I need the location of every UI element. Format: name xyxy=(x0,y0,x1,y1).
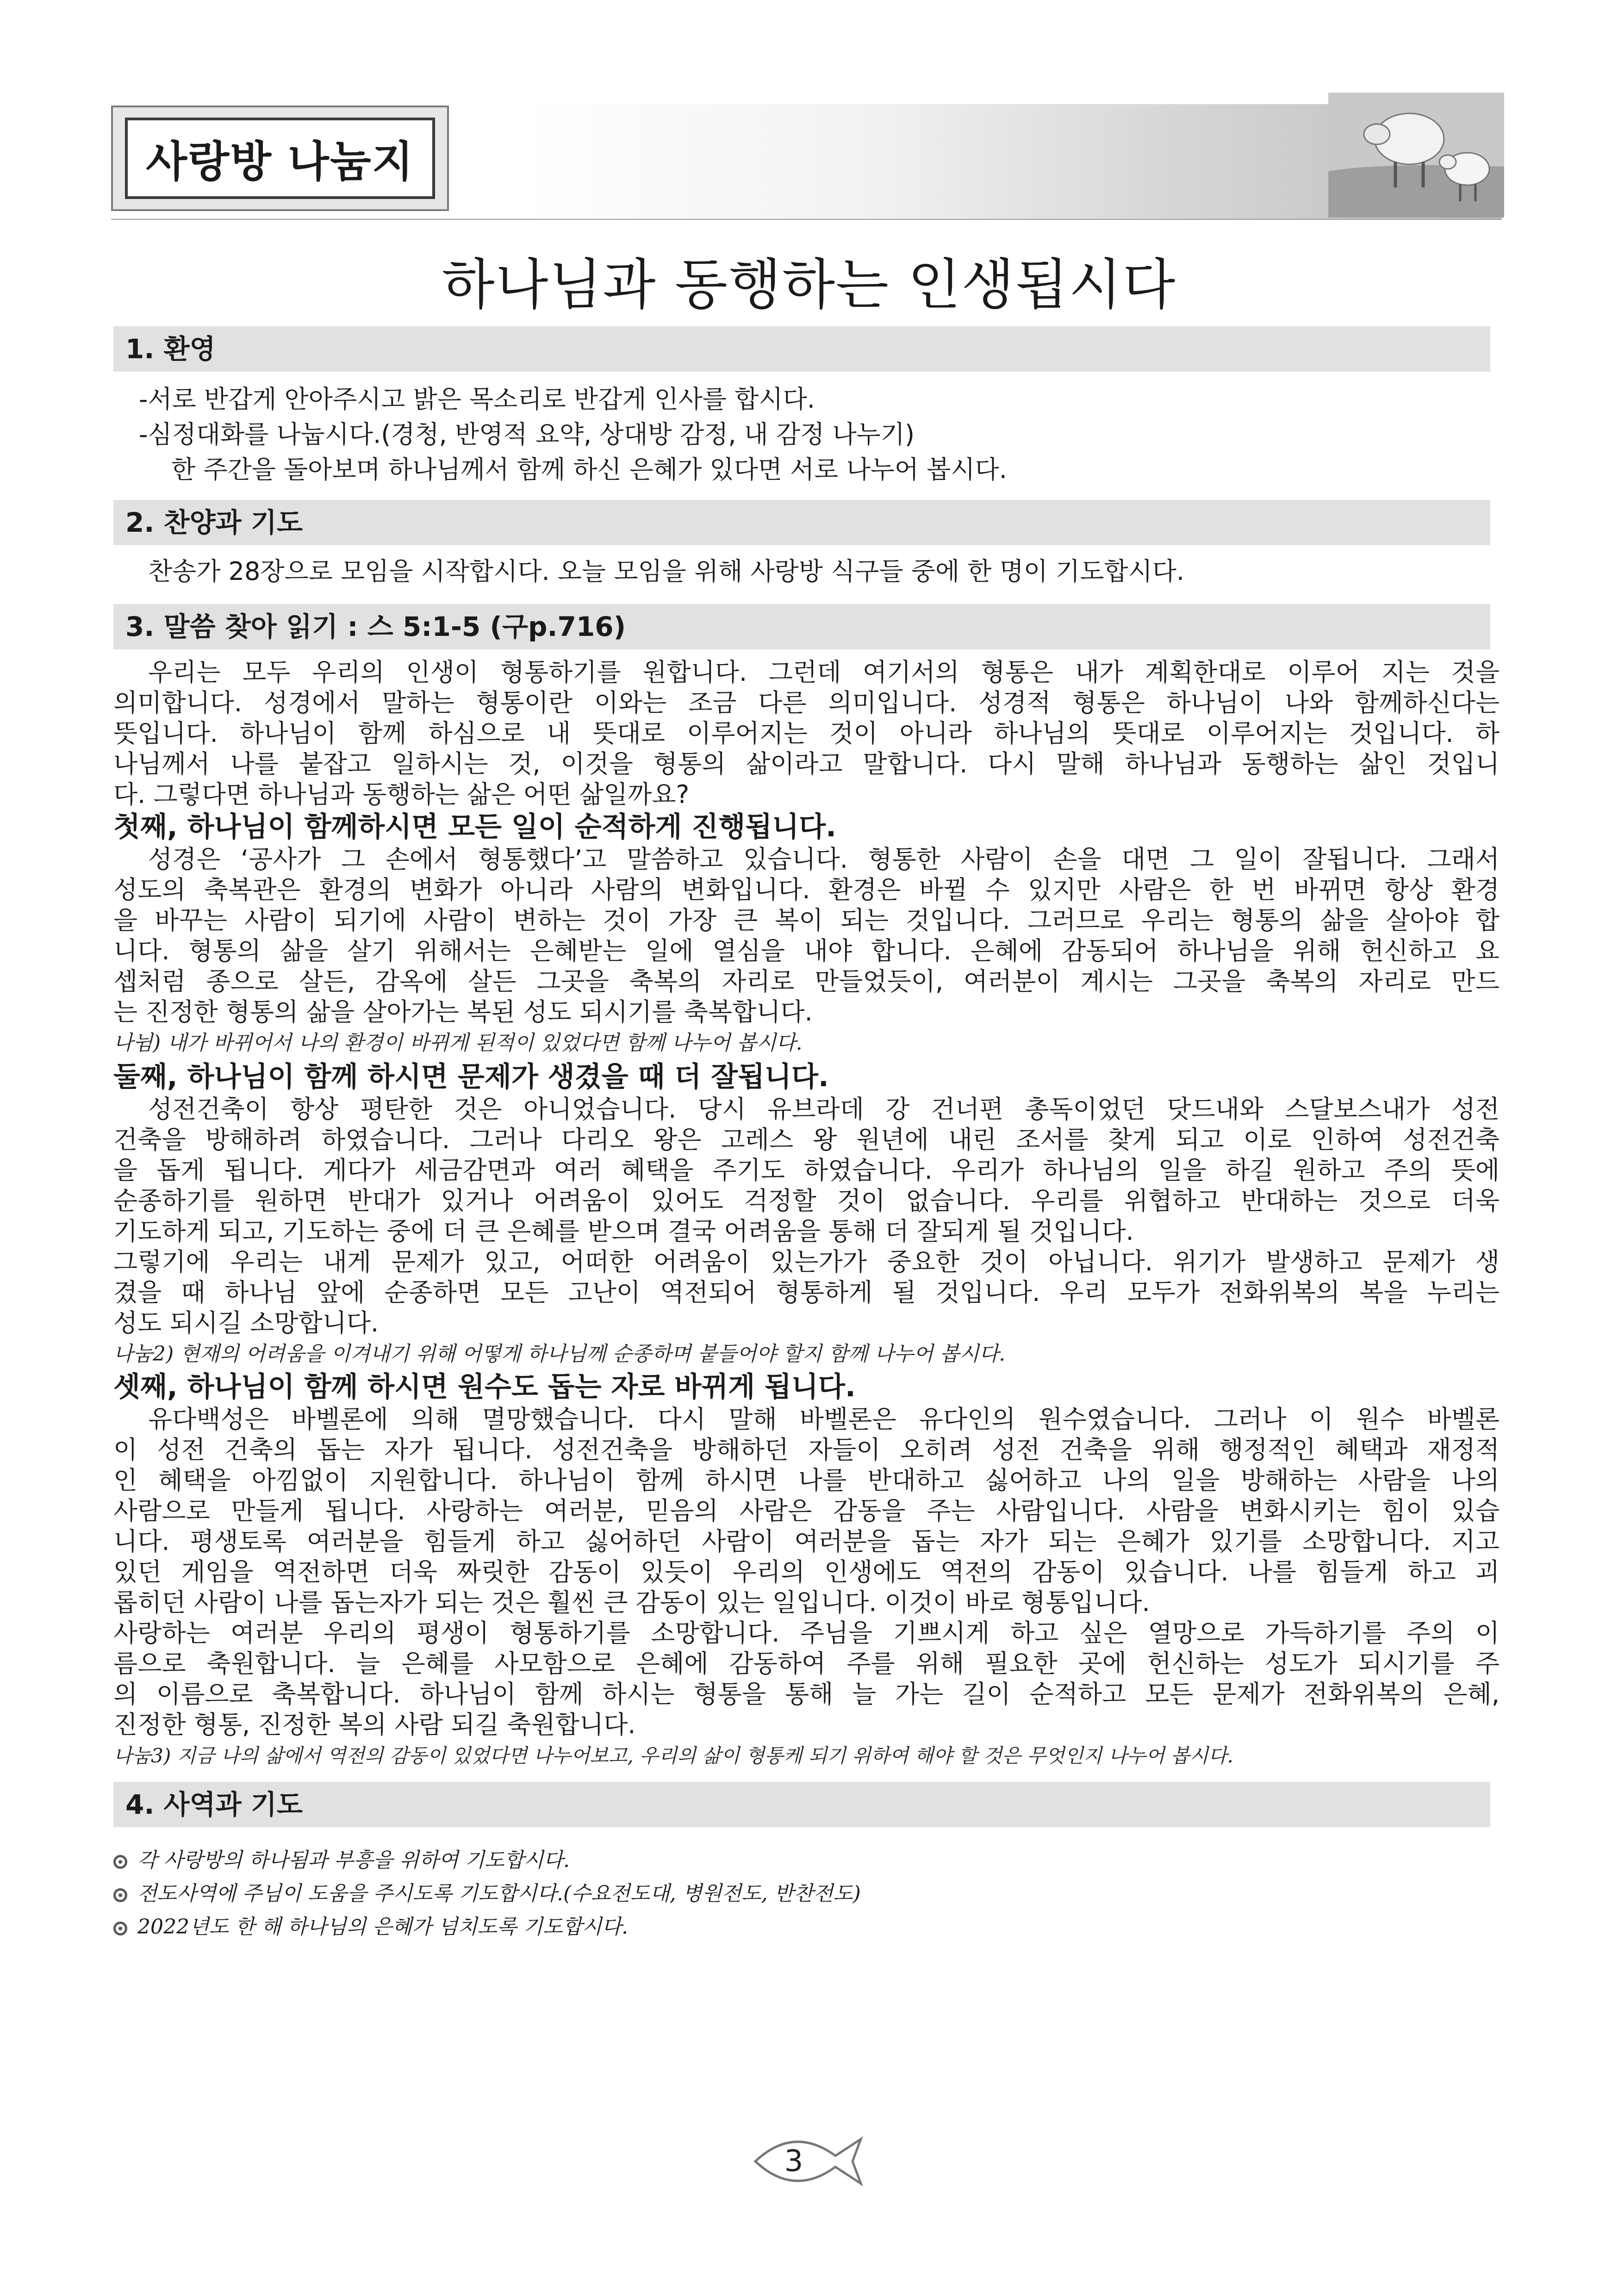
point3-line: 롭히던 사람이 나를 돕는자가 되는 것은 훨씬 큰 감동이 있는 일입니다. 이것이 바로 형통입니다. xyxy=(113,1588,1150,1617)
section-bar-welcome xyxy=(113,326,1490,372)
prayer-item-text: 각 사랑방의 하나됨과 부흥을 위하여 기도합시다. xyxy=(137,1848,570,1872)
reading-intro-line: 의미합니다. 성경에서 말하는 형통이란 이와는 조금 다른 의미입니다. 성경적 형통은 하나님이 나와 함께하신다는 xyxy=(113,688,1500,717)
welcome-line: -심정대화를 나눕시다.(경청, 반영적 요약, 상대방 감정, 내 감정 나누기) xyxy=(139,420,915,449)
reading-intro-line: 뜻입니다. 하나님이 함께 하심으로 내 뜻대로 이루어지는 것이 아니라 하나님의 뜻대로 이루어지는 것입니다. 하 xyxy=(113,719,1500,748)
point3-line: 있던 게임을 역전하면 더욱 짜릿한 감동이 있듯이 우리의 인생에도 역전의 감동이 있습니다. 나를 힘들게 하고 괴 xyxy=(113,1557,1500,1587)
prayer-item-text: 2022년도 한 해 하나님의 은혜가 넘치도록 기도합시다. xyxy=(137,1915,628,1939)
sheep-photo-image xyxy=(1328,93,1504,218)
page-number: 3 xyxy=(784,2144,803,2178)
point2-line: 기도하게 되고, 기도하는 중에 더 큰 은혜를 받으며 결국 어려움을 통해 더 잘되게 될 것입니다. xyxy=(113,1217,1134,1246)
page-number-badge xyxy=(750,2129,870,2194)
bullet-icon xyxy=(113,1922,127,1935)
prayer-item xyxy=(113,1880,861,1908)
prayer-item xyxy=(113,1913,628,1941)
page-title: 하나님과 동행하는 인생됩시다 xyxy=(442,253,1176,317)
section-heading-mission: 4. 사역과 기도 xyxy=(125,1789,303,1820)
point2-line: 성도 되시길 소망합니다. xyxy=(113,1308,379,1338)
section-title: 사랑방 나눔지 xyxy=(146,137,414,187)
section-bar-praise xyxy=(113,500,1490,545)
section-heading-reading: 3. 말씀 찾아 읽기 : 스 5:1-5 (구p.716) xyxy=(125,611,626,642)
point2-heading: 둘째, 하나님이 함께 하시면 문제가 생겼을 때 더 잘됩니다. xyxy=(113,1061,829,1093)
point3-line: 사람으로 만들게 됩니다. 사랑하는 여러분, 믿음의 사람은 감동을 주는 사람입니다. 사람을 변화시키는 힘이 있습 xyxy=(113,1496,1500,1525)
point1-line: 성도의 축복관은 환경의 변화가 아니라 사람의 변화입니다. 환경은 바뀔 수 있지만 사람은 한 번 바뀌면 항상 환경 xyxy=(113,875,1500,904)
point3-line: 의 이름으로 축복합니다. 하나님이 함께 하시는 형통을 통해 늘 가는 길이 순적하고 모든 문제가 전화위복의 은혜, xyxy=(113,1680,1500,1709)
point1-heading: 첫째, 하나님이 함께하시면 모든 일이 순적하게 진행됩니다. xyxy=(113,811,836,843)
point2-line: 성전건축이 항상 평탄한 것은 아니었습니다. 당시 유브라데 강 건너편 총독이었던 닷드내와 스달보스내가 성전 xyxy=(148,1095,1500,1124)
reading-intro-line: 나님께서 나를 붙잡고 일하시는 것, 이것을 형통의 삶이라고 말합니다. 다시 말해 하나님과 동행하는 삶인 것입니 xyxy=(113,749,1500,778)
point1-line: 니다. 형통의 삶을 살기 위해서는 은혜받는 일에 열심을 내야 합니다. 은혜에 감동되어 하나님을 위해 헌신하고 요 xyxy=(113,936,1500,965)
section-bar-reading xyxy=(113,604,1490,649)
point3-line: 름으로 축원합니다. 늘 은혜를 사모함으로 은혜에 감동하여 주를 위해 필요한 곳에 헌신하는 성도가 되시기를 주 xyxy=(113,1649,1500,1678)
point1-sharing-note: 나뉨) 내가 바뀌어서 나의 환경이 바뀌게 된적이 있었다면 함께 나누어 봅시다. xyxy=(113,1031,803,1055)
reading-intro-line: 우리는 모두 우리의 인생이 형통하기를 원합니다. 그런데 여기서의 형통은 내가 계획한대로 이루어 지는 것을 xyxy=(148,658,1500,687)
reading-intro-line: 다. 그렇다면 하나님과 동행하는 삶은 어떤 삶일까요? xyxy=(113,780,690,809)
point3-line: 유다백성은 바벨론에 의해 멸망했습니다. 다시 말해 바벨론은 유다인의 원수였습니다. 그러나 이 원수 바벨론 xyxy=(148,1405,1500,1434)
point2-sharing-note: 나눔2) 현재의 어려움을 이겨내기 위해 어떻게 하나님께 순종하며 붙들어야 할지 함께 나누어 봅시다. xyxy=(113,1342,1006,1366)
section-heading-praise: 2. 찬양과 기도 xyxy=(125,507,303,538)
point3-sharing-note: 나눔3) 지금 나의 삶에서 역전의 감동이 있었다면 나누어보고, 우리의 삶이 형통케 되기 위하여 해야 할 것은 무엇인지 나누어 봅시다. xyxy=(113,1744,1233,1767)
praise-line: 찬송가 28장으로 모임을 시작합시다. 오늘 모임을 위해 사랑방 식구들 중에 한 명이 기도합시다. xyxy=(148,557,1185,586)
point3-line: 이 성전 건축의 돕는 자가 됩니다. 성전건축을 방해하던 자들이 오히려 성전 건축을 위해 행정적인 혜택과 재정적 xyxy=(113,1435,1500,1464)
point2-line: 겼을 때 하나님 앞에 순종하면 모든 고난이 역전되어 형통하게 될 것입니다. 우리 모두가 전화위복의 복을 누리는 xyxy=(113,1278,1500,1307)
point3-heading: 셋째, 하나님이 함께 하시면 원수도 돕는 자로 바뀌게 됩니다. xyxy=(113,1371,856,1403)
point1-line: 을 바꾸는 사람이 되기에 사람이 변하는 것이 가장 큰 복이 되는 것입니다. 그러므로 우리는 형통의 삶을 살아야 합 xyxy=(113,906,1500,935)
point2-line: 을 돕게 됩니다. 게다가 세금감면과 여러 혜택을 주기도 하였습니다. 우리가 하나님의 일을 하길 원하고 주의 뜻에 xyxy=(113,1156,1500,1185)
section-title-box xyxy=(111,106,449,211)
point1-line: 셉처럼 종으로 살든, 감옥에 살든 그곳을 축복의 자리로 만들었듯이, 여러분이 계시는 그곳을 축복의 자리로 만드 xyxy=(113,967,1500,996)
bullet-icon xyxy=(113,1855,127,1869)
prayer-item-text: 전도사역에 주님이 도움을 주시도록 기도합시다.(수요전도대, 병원전도, 반찬전도) xyxy=(137,1882,861,1905)
point3-line: 니다. 평생토록 여러분을 힘들게 하고 싫어하던 사람이 여러분을 돕는 자가 되는 은혜가 있기를 소망합니다. 지고 xyxy=(113,1527,1500,1556)
point3-line: 사랑하는 여러분 우리의 평생이 형통하기를 소망합니다. 주님을 기쁘시게 하고 싶은 열망으로 가득하기를 주의 이 xyxy=(113,1618,1500,1648)
prayer-item xyxy=(113,1847,570,1874)
section-bar-mission xyxy=(113,1782,1490,1827)
section-heading-welcome: 1. 환영 xyxy=(125,333,216,365)
point1-line: 성경은 ‘공사가 그 손에서 형통했다’고 말씀하고 있습니다. 형통한 사람이 손을 대면 그 일이 잘됩니다. 그래서 xyxy=(148,845,1500,874)
point3-line: 진정한 형통, 진정한 복의 사람 되길 축원합니다. xyxy=(113,1710,636,1739)
bullet-icon xyxy=(113,1888,127,1902)
point3-line: 인 혜택을 아낌없이 지원합니다. 하나님이 함께 하시면 나를 반대하고 싫어하고 나의 일을 방해하는 사람을 나의 xyxy=(113,1466,1500,1495)
point2-line: 순종하기를 원하면 반대가 있거나 어려움이 있어도 걱정할 것이 없습니다. 우리를 위협하고 반대하는 것으로 더욱 xyxy=(113,1186,1500,1215)
point2-line: 그렇기에 우리는 내게 문제가 있고, 어떠한 어려움이 있는가가 중요한 것이 아닙니다. 위기가 발생하고 문제가 생 xyxy=(113,1247,1500,1276)
welcome-line: 한 주간을 돌아보며 하나님께서 함께 하신 은혜가 있다면 서로 나누어 봅시다. xyxy=(171,455,1007,484)
point2-line: 건축을 방해하려 하였습니다. 그러나 다리오 왕은 고레스 왕 원년에 내린 조서를 찾게 되고 이로 인하여 성전건축 xyxy=(113,1125,1500,1154)
point1-line: 는 진정한 형통의 삶을 살아가는 복된 성도 되시기를 축복합니다. xyxy=(113,997,813,1027)
welcome-line: -서로 반갑게 안아주시고 밝은 목소리로 반갑게 인사를 합시다. xyxy=(139,385,815,414)
